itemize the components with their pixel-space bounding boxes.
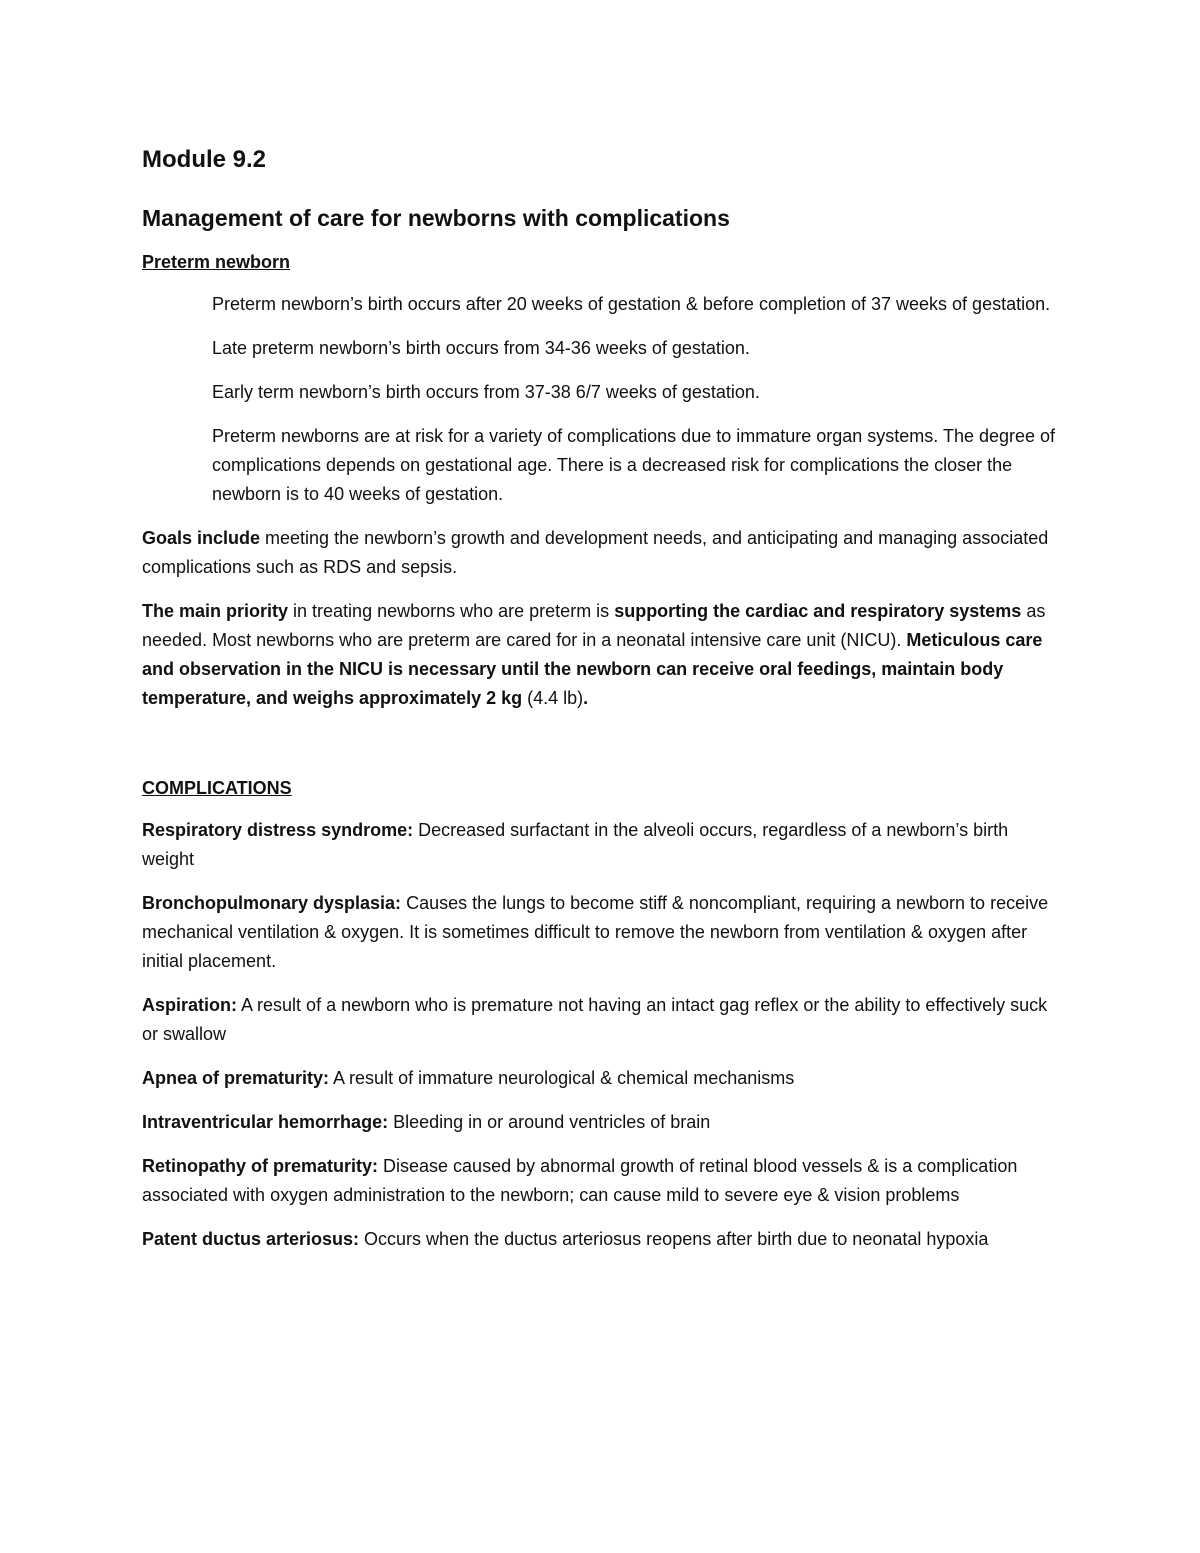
preterm-risk-paragraph: Preterm newborns are at risk for a variety of complications due to immature organ systems. The degree of complications depends on gestational age. There is a decreased risk for complications the closer the newborn is to 40 weeks of gestation. — [212, 426, 1056, 504]
complication-item — [142, 889, 1060, 976]
page-title: Management of care for newborns with complications — [142, 205, 730, 231]
goals-label: Goals include — [142, 528, 261, 548]
preterm-section-heading: Preterm newborn — [142, 252, 291, 272]
complication-description: Disease caused by abnormal growth of retinal blood vessels & is a complication associated with oxygen administration to the newborn; can cause mild to severe eye & vision problems — [142, 1156, 1018, 1205]
priority-bold-1: supporting the cardiac and respiratory systems — [614, 601, 1022, 621]
priority-paragraph — [142, 597, 1060, 713]
complication-description: A result of immature neurological & chemical mechanisms — [329, 1068, 795, 1088]
complication-description: Causes the lungs to become stiff & noncompliant, requiring a newborn to receive mechanical ventilation & oxygen. It is sometimes difficult to remove the newborn from ventilation & oxygen after initial placement. — [142, 893, 1049, 971]
preterm-definition: Preterm newborn’s birth occurs after 20 weeks of gestation & before completion of 37 weeks of gestation. — [212, 294, 1051, 314]
complication-item — [142, 1225, 1060, 1254]
complication-description: Bleeding in or around ventricles of brain — [388, 1112, 711, 1132]
complication-description: Decreased surfactant in the alveoli occurs, regardless of a newborn’s birth weight — [142, 820, 1009, 869]
complication-item — [142, 816, 1060, 874]
complication-item — [142, 1108, 1060, 1137]
complication-term: Aspiration: — [142, 995, 238, 1015]
priority-bold-3: . — [583, 688, 589, 708]
goals-paragraph — [142, 524, 1060, 582]
complication-term: Retinopathy of prematurity: — [142, 1156, 379, 1176]
complication-term: Bronchopulmonary dysplasia: — [142, 893, 402, 913]
complication-term: Intraventricular hemorrhage: — [142, 1112, 389, 1132]
priority-text-3: (4.4 lb) — [522, 688, 584, 708]
complication-term: Patent ductus arteriosus: — [142, 1229, 360, 1249]
priority-text-1: in treating newborns who are preterm is — [288, 601, 615, 621]
priority-label: The main priority — [142, 601, 289, 621]
priority-bold-2: Meticulous care and observation in the NICU is necessary until the newborn can receive oral feedings, maintain body temperature, and weighs approximately 2 kg — [142, 630, 1043, 708]
priority-text-2: as needed. Most newborns who are preterm are cared for in a neonatal intensive care unit (NICU). — [142, 601, 1046, 650]
complication-term: Apnea of prematurity: — [142, 1068, 330, 1088]
complications-heading: COMPLICATIONS — [142, 778, 292, 798]
complication-item — [142, 1064, 1060, 1093]
module-title: Module 9.2 — [142, 146, 267, 173]
complication-description: Occurs when the ductus arteriosus reopens after birth due to neonatal hypoxia — [359, 1229, 989, 1249]
goals-text: meeting the newborn’s growth and development needs, and anticipating and managing associated complications such as RDS and sepsis. — [142, 528, 1049, 577]
early-term-definition: Early term newborn’s birth occurs from 37-38 6/7 weeks of gestation. — [212, 382, 760, 402]
complication-term: Respiratory distress syndrome: — [142, 820, 414, 840]
section-spacer — [142, 728, 1060, 774]
complication-description: A result of a newborn who is premature not having an intact gag reflex or the ability to effectively suck or swallow — [142, 995, 1048, 1044]
complication-item — [142, 991, 1060, 1049]
complication-item — [142, 1152, 1060, 1210]
late-preterm-definition: Late preterm newborn’s birth occurs from 34-36 weeks of gestation. — [212, 338, 750, 358]
